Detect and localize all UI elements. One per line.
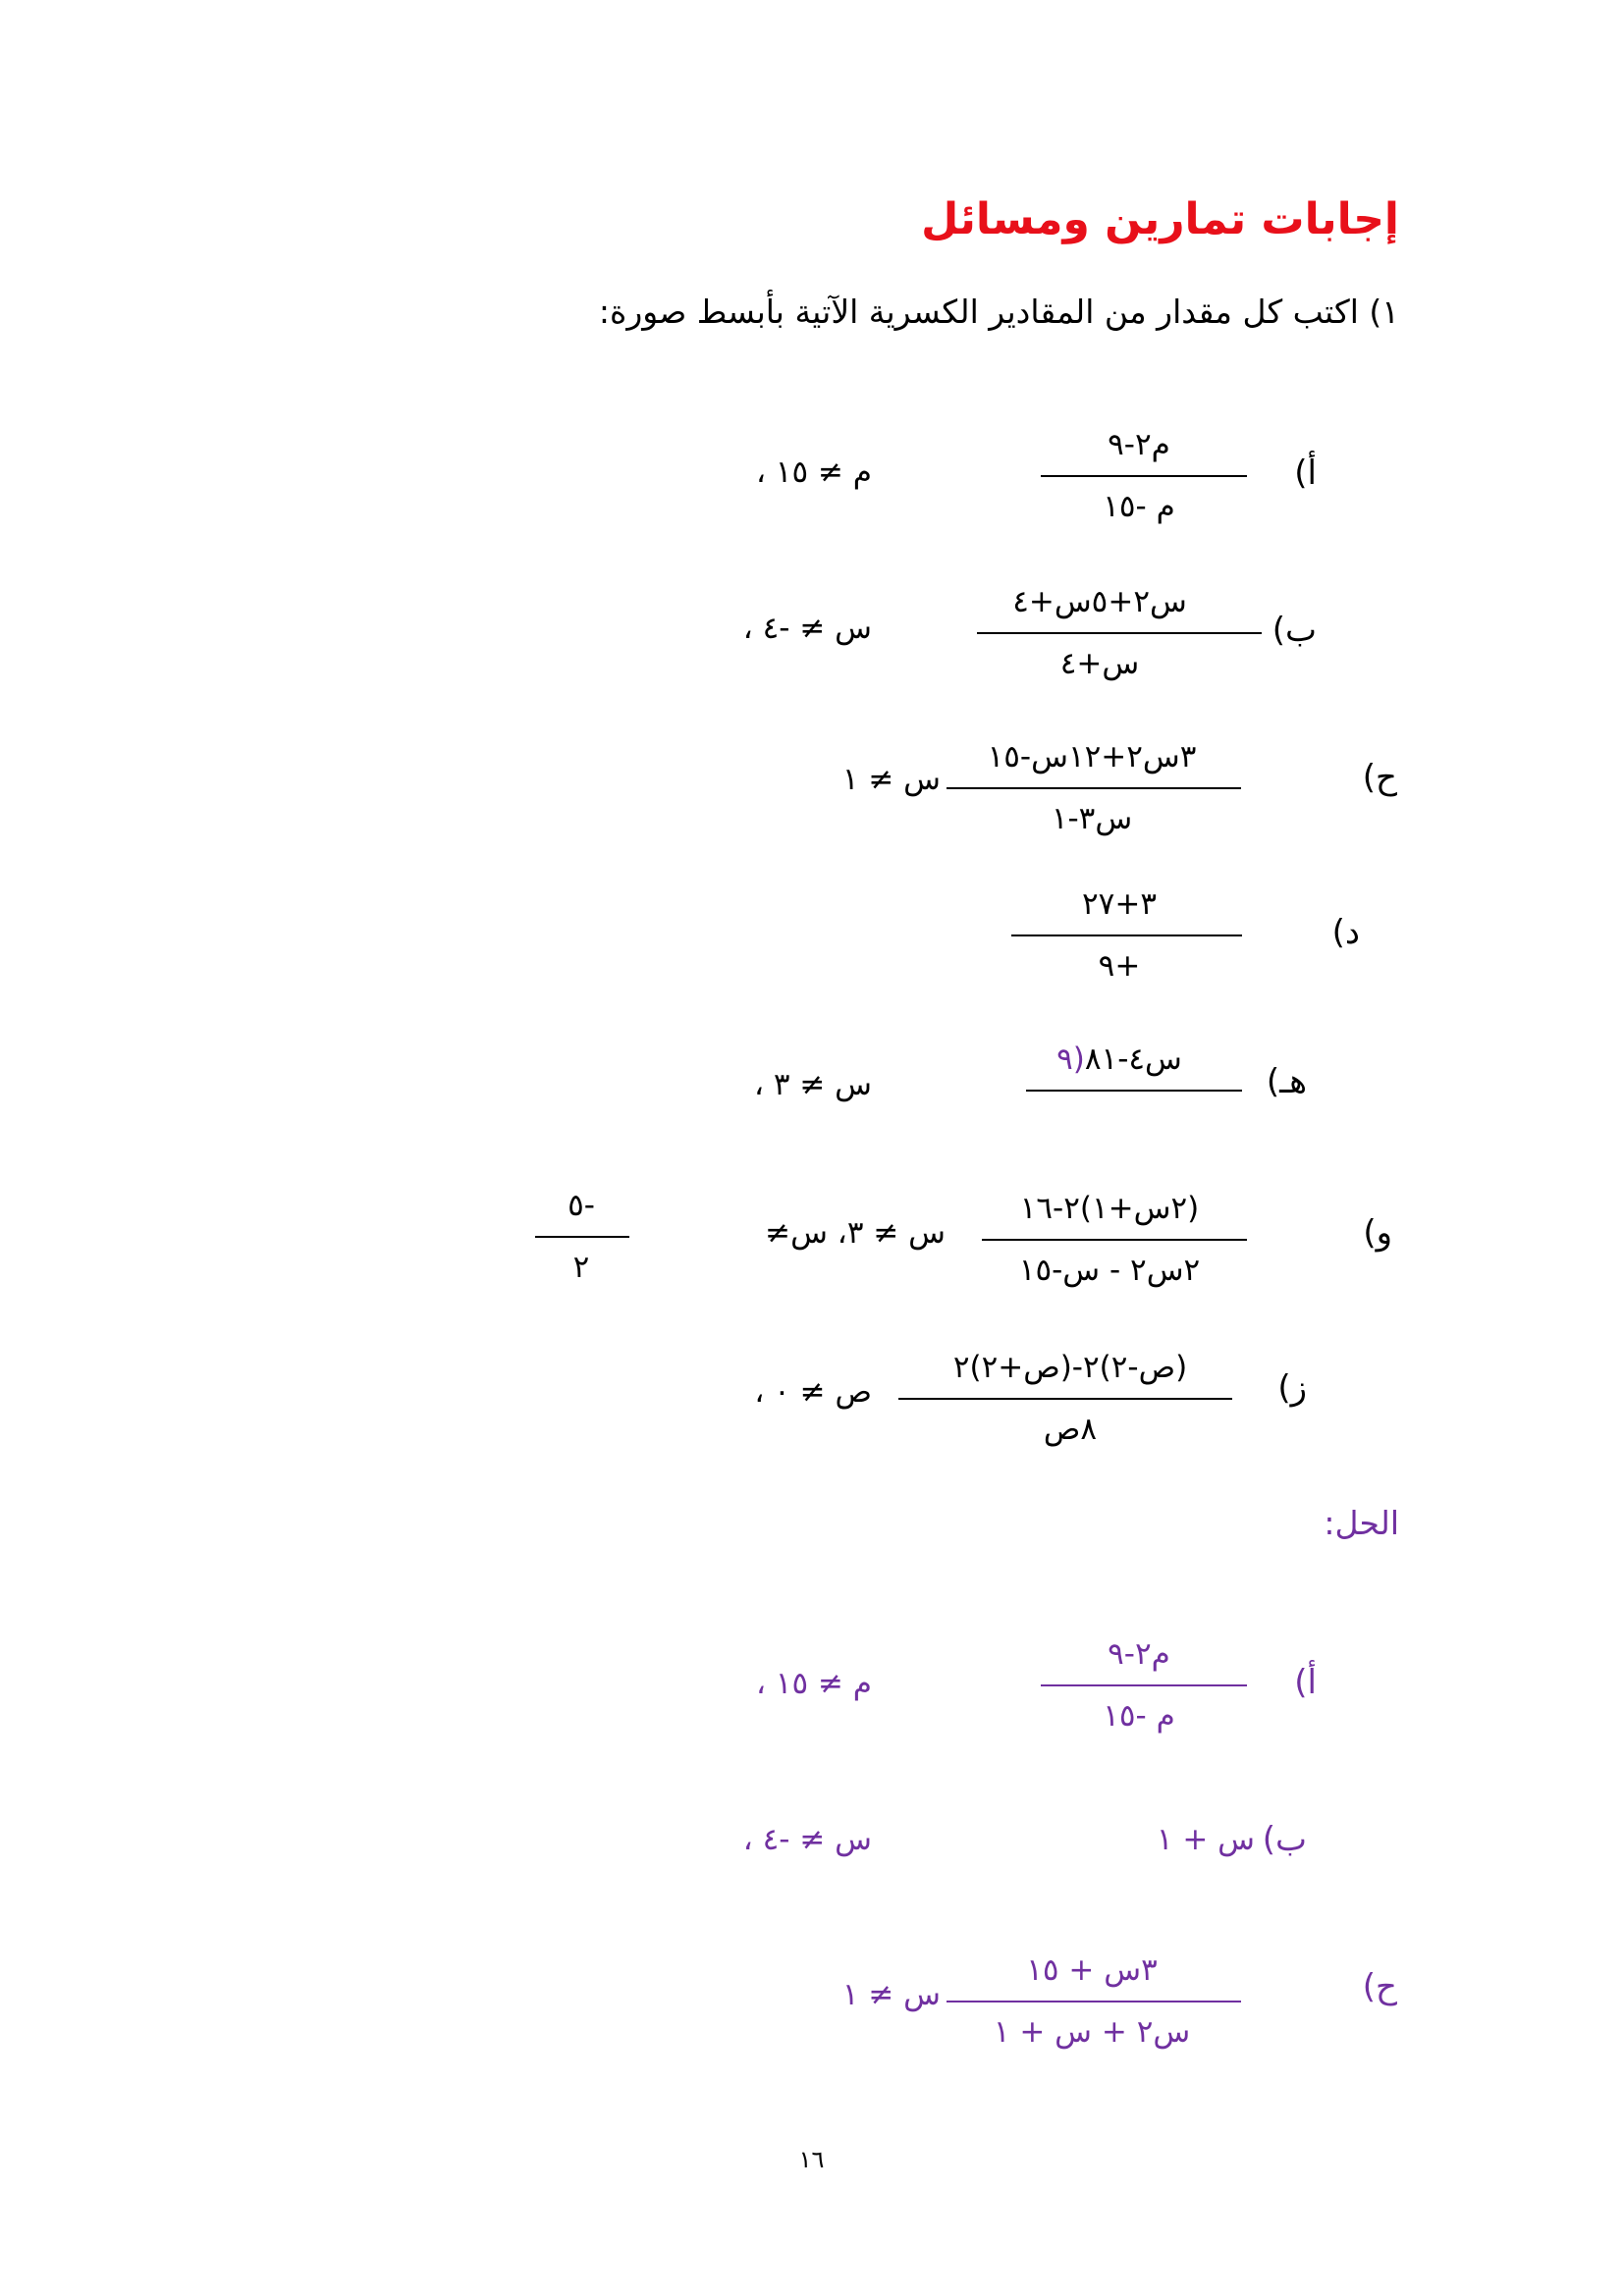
solution-condition-b: س ≠ -٤ ،: [742, 1822, 872, 1857]
solution-condition-a: م ≠ ١٥ ،: [755, 1666, 872, 1701]
denominator: س+٤: [1059, 646, 1140, 681]
numerator-prefix: (٩: [1056, 1041, 1085, 1077]
denominator: ٢: [572, 1250, 590, 1285]
solution-expr-b: س + ١: [1156, 1822, 1255, 1857]
solution-label-a: أ): [1294, 1663, 1317, 1702]
exercise-label-he: هـ): [1266, 1062, 1307, 1101]
condition-z: ص ≠ ٠ ،: [754, 1374, 872, 1410]
numerator: م۲-۹: [1108, 1636, 1170, 1672]
exercise-label-w: و): [1363, 1213, 1392, 1253]
solution-fraction-a: [1103, 1636, 1175, 1734]
exercise-label-z: ز): [1277, 1368, 1307, 1408]
denominator: ٢س۲ - س-١٥: [1018, 1253, 1201, 1288]
denominator: م -١٥: [1103, 1698, 1175, 1734]
condition-h: س ≠ ١: [841, 762, 941, 797]
solution-fraction-h: [993, 1952, 1191, 2050]
fraction-b: [1012, 584, 1187, 681]
denominator: ٨ص: [1043, 1412, 1098, 1447]
numerator: ۳+٢٧: [1082, 886, 1157, 922]
condition-he: س ≠ ٣ ،: [753, 1067, 872, 1102]
fraction-h: [987, 739, 1197, 836]
fraction-z: [952, 1350, 1188, 1447]
denominator: س۳-١: [1051, 801, 1133, 836]
fraction-w: [1018, 1191, 1201, 1288]
numerator-base: س٤-٨١: [1084, 1041, 1182, 1077]
exercise-intro: ١) اكتب كل مقدار من المقادير الكسرية الآتية بأبسط صورة:: [598, 293, 1399, 331]
fraction-a: [1103, 427, 1175, 524]
fraction-d: [1082, 886, 1157, 984]
denominator: س۲ + س + ١: [993, 2014, 1191, 2050]
condition-a: م ≠ ١٥ ،: [755, 454, 872, 490]
numerator: [1056, 1041, 1182, 1077]
numerator: (٢س+١)۲-١٦: [1019, 1191, 1200, 1226]
exercise-label-a: أ): [1294, 454, 1317, 493]
numerator: -٥: [568, 1188, 595, 1223]
page-title: إجابات تمارين ومسائل: [921, 194, 1399, 244]
numerator: ٣س۲+١٢س-١٥: [987, 739, 1197, 774]
numerator: م۲-۹: [1108, 427, 1170, 462]
denominator: +٩: [1098, 948, 1141, 984]
exercise-label-d: د): [1331, 913, 1360, 952]
exercise-label-h: ح): [1362, 758, 1397, 797]
solution-label-h: ح): [1362, 1967, 1397, 2006]
page-number: ١٦: [798, 2146, 825, 2173]
denominator: م -١٥: [1103, 489, 1175, 524]
solution-condition-h: س ≠ ١: [841, 1977, 941, 2012]
numerator: ٣س + ١٥: [1026, 1952, 1158, 1988]
fraction-he: [1056, 1041, 1182, 1091]
solution-heading: :الحل: [1324, 1504, 1399, 1542]
numerator: (ص-٢)۲-(ص+٢)۲: [952, 1350, 1188, 1385]
condition-b: س ≠ -٤ ،: [742, 611, 872, 646]
numerator: س۲+٥س+٤: [1012, 584, 1187, 619]
condition-w: س ≠ ٣، س≠: [765, 1215, 946, 1251]
solution-label-b: ب): [1262, 1820, 1307, 1859]
exercise-label-b: ب): [1271, 611, 1317, 650]
fraction-w-extra: [568, 1188, 595, 1285]
